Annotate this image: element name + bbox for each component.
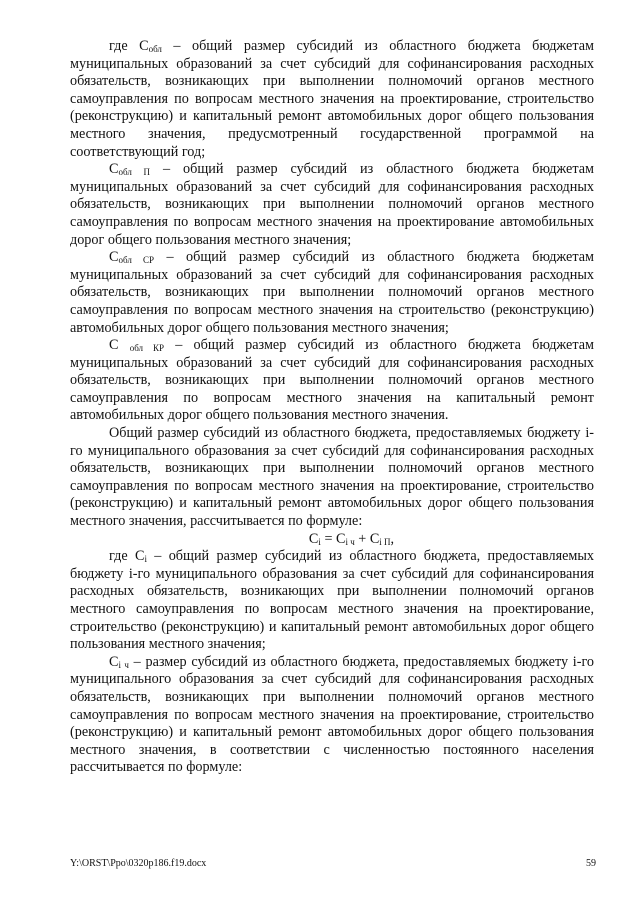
paragraph-lead: С [109,653,119,670]
paragraph-text: – общий размер субсидий из областного бюджета бюджетам муниципальных образований за счет субсидий для софинансирования расходных обязательств, возникающих при выполнении полномочий органов местного самоуправления по вопросам местного значения на проектирование, строительство (реконструкцию) и капитальный ремонт автомобильных дорог общего пользования местного значения, предусмотренный государственной программой на соответствующий год; [70,38,594,160]
paragraph-lead: С [109,249,119,266]
page-footer [70,858,596,870]
paragraph-lead: где С [109,548,145,565]
document-body [70,38,594,777]
paragraph-c-obl-kr [70,337,594,425]
paragraph-c-obl-sr [70,249,594,337]
subscript: обл П [118,167,150,178]
footer-file-path: Y:\ORST\Ppo\0320p186.f19.docx [70,858,207,869]
subscript: i [144,554,147,565]
paragraph-lead: где С [109,38,149,54]
paragraph-text: – общий размер субсидий из областного бюджета бюджетам муниципальных образований за счет субсидий для софинансирования расходных обязательств, возникающих при выполнении полномочий органов местного самоуправления по вопросам местного значения на строительство (реконструкцию) автомобильных дорог общего пользования местного значения; [70,249,594,336]
paragraph-c-i [70,548,594,654]
subscript: обл [148,44,162,54]
paragraph-c-obl [70,38,594,161]
paragraph-text: – размер субсидий из областного бюджета, предоставляемых бюджету i-го муниципального образования за счет субсидий для софинансирования расходных обязательств, возникающих при выполнении полномочий органов местного самоуправления по вопросам местного значения на проектирование, строительство (реконструкцию) и капитальный ремонт автомобильных дорог общего пользования местного значения, в соответствии с численностью постоянного населения рассчитывается по формуле: [70,653,595,776]
paragraph-text: – общий размер субсидий из областного бюджета бюджетам муниципальных образований за счет субсидий для софинансирования расходных обязательств, возникающих при выполнении полномочий органов местного самоуправления по вопросам местного значения на капитальный ремонт автомобильных дорог общего пользования местного значения. [70,337,594,424]
paragraph-c-i-ch [70,654,594,777]
subscript: обл СР [118,255,154,266]
paragraph-c-obl-p [70,161,594,249]
footer-page-number: 59 [586,858,596,869]
paragraph-text: – общий размер субсидий из областного бюджета бюджетам муниципальных образований за счет субсидий для софинансирования расходных обязательств, возникающих при выполнении полномочий органов местного самоуправления по вопросам местного значения на проектирование автомобильных дорог общего пользования местного значения; [70,161,594,248]
paragraph-text: – общий размер субсидий из областного бюджета, предоставляемых бюджету i-го муниципального образования за счет субсидий для софинансирования расходных обязательств, возникающих при выполнении полномочий органов местного самоуправления по вопросам местного значения на проектирование, строительство (реконструкцию) и капитальный ремонт автомобильных дорог общего пользования местного значения; [70,548,595,653]
subscript: обл КР [129,343,164,354]
paragraph-lead: С [109,337,130,354]
paragraph-total-subsidy: Общий размер субсидий из областного бюджета, предоставляемых бюджету i-го муниципального образования за счет субсидий для софинансирования расходных обязательств, возникающих при выполнении полномочий органов местного самоуправления по вопросам местного значения на проектирование, строительство (реконструкцию) и капитальный ремонт автомобильных дорог общего пользования местного значения, рассчитывается по формуле: [70,425,594,530]
formula: $С_i = С_{i ч} + С_{i П}$, [308,530,395,547]
subscript: i ч [118,659,129,670]
paragraph-lead: С [109,161,119,178]
